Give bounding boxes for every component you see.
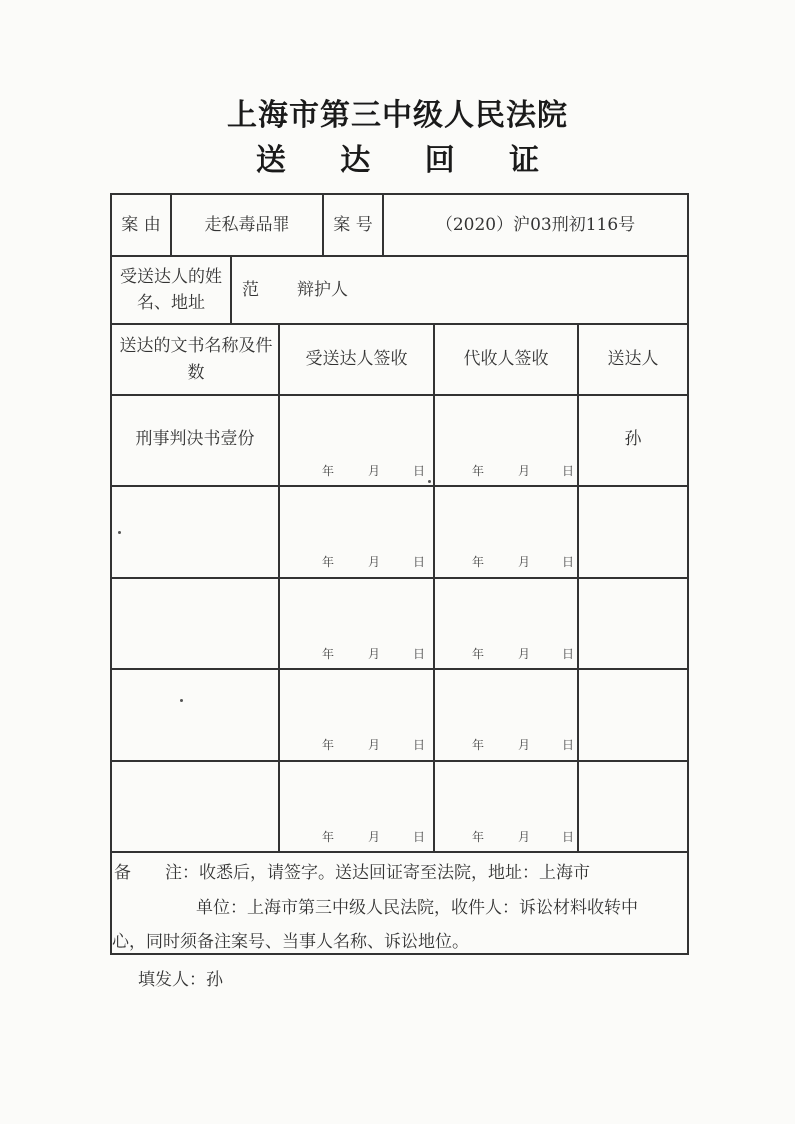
- case-number-label: 案 号: [333, 214, 373, 235]
- table-rule: [230, 255, 232, 325]
- document-title: 送 达 回 证: [255, 143, 562, 178]
- date-month-label: 月: [368, 830, 381, 844]
- row-document: [112, 670, 278, 759]
- row-server: [579, 579, 687, 668]
- note-label: 备: [114, 863, 131, 883]
- note-line-3: 心，同时须备注案号、当事人名称、诉讼地位。: [112, 932, 469, 952]
- date-day-label: 日: [562, 830, 575, 844]
- table-border-right: [687, 193, 689, 955]
- row-server: [579, 762, 687, 851]
- scan-speck: [118, 531, 121, 534]
- note-label-2: 注: [165, 863, 182, 883]
- date-year-label: 年: [322, 830, 335, 844]
- date-year-label: 年: [472, 830, 485, 844]
- date-year-label: 年: [322, 555, 335, 569]
- date-day-label: 日: [562, 555, 575, 569]
- scan-speck: [180, 699, 183, 702]
- date-month-label: 月: [368, 555, 381, 569]
- date-year-label: 年: [472, 555, 485, 569]
- case-cause-label: 案 由: [121, 214, 161, 235]
- scan-speck: [428, 480, 431, 483]
- recipient-sign-date: [280, 828, 435, 844]
- col-recipient-sign-header: 受送达人签收: [305, 349, 408, 370]
- date-month-label: 月: [368, 647, 381, 661]
- court-name: 上海市第三中级人民法院: [227, 98, 568, 133]
- note-line-2: 单位：上海市第三中级人民法院，收件人：诉讼材料收转中: [196, 898, 638, 918]
- row-document: 刑事判决书壹份: [135, 429, 255, 449]
- date-year-label: 年: [322, 464, 335, 478]
- agent-sign-date: [435, 462, 577, 478]
- table-border-bottom: [110, 953, 689, 955]
- agent-sign-date: [435, 645, 577, 661]
- recipient-label: 受送达人的姓名、地址: [120, 266, 222, 313]
- agent-sign-date: [435, 736, 577, 752]
- date-day-label: 日: [413, 464, 426, 478]
- row-document: [112, 487, 278, 576]
- note-text-1: ：收悉后，请签字。送达回证寄至法院，地址：上海市: [182, 863, 590, 883]
- table-rule: [110, 851, 689, 853]
- date-year-label: 年: [472, 738, 485, 752]
- table-rule: [433, 323, 435, 853]
- date-year-label: 年: [322, 738, 335, 752]
- date-year-label: 年: [472, 464, 485, 478]
- date-month-label: 月: [368, 738, 381, 752]
- col-server-header: 送达人: [607, 349, 659, 370]
- row-document: [112, 579, 278, 668]
- recipient-sign-date: [280, 645, 435, 661]
- col-documents-header: 送达的文书名称及件数: [119, 336, 273, 383]
- date-day-label: 日: [413, 647, 426, 661]
- date-month-label: 月: [518, 647, 531, 661]
- date-day-label: 日: [413, 830, 426, 844]
- recipient-sign-date: [280, 553, 435, 569]
- row-server: [579, 487, 687, 576]
- agent-sign-date: [435, 553, 577, 569]
- issuer: 填发人：孙: [138, 970, 223, 990]
- date-month-label: 月: [518, 738, 531, 752]
- recipient-name: [242, 257, 682, 323]
- table-rule: [278, 323, 280, 853]
- col-agent-sign-header: 代收人签收: [463, 349, 549, 370]
- row-server: 孙: [624, 429, 642, 449]
- case-number-value: （2020）沪03刑初116号: [435, 214, 636, 235]
- case-cause-value: 走私毒品罪: [204, 214, 290, 235]
- row-server: [579, 670, 687, 759]
- recipient-sign-date: [280, 462, 435, 478]
- recipient-role: 辩护人: [297, 279, 348, 300]
- date-day-label: 日: [562, 647, 575, 661]
- recipient-sign-date: [280, 736, 435, 752]
- date-year-label: 年: [322, 647, 335, 661]
- date-month-label: 月: [368, 464, 381, 478]
- date-year-label: 年: [472, 647, 485, 661]
- date-day-label: 日: [562, 738, 575, 752]
- agent-sign-date: [435, 828, 577, 844]
- recipient-surname: 范: [242, 279, 259, 300]
- date-day-label: 日: [413, 738, 426, 752]
- row-document: [112, 762, 278, 851]
- date-month-label: 月: [518, 555, 531, 569]
- date-month-label: 月: [518, 464, 531, 478]
- note-line-1: [114, 858, 590, 883]
- date-day-label: 日: [413, 555, 426, 569]
- date-month-label: 月: [518, 830, 531, 844]
- date-day-label: 日: [562, 464, 575, 478]
